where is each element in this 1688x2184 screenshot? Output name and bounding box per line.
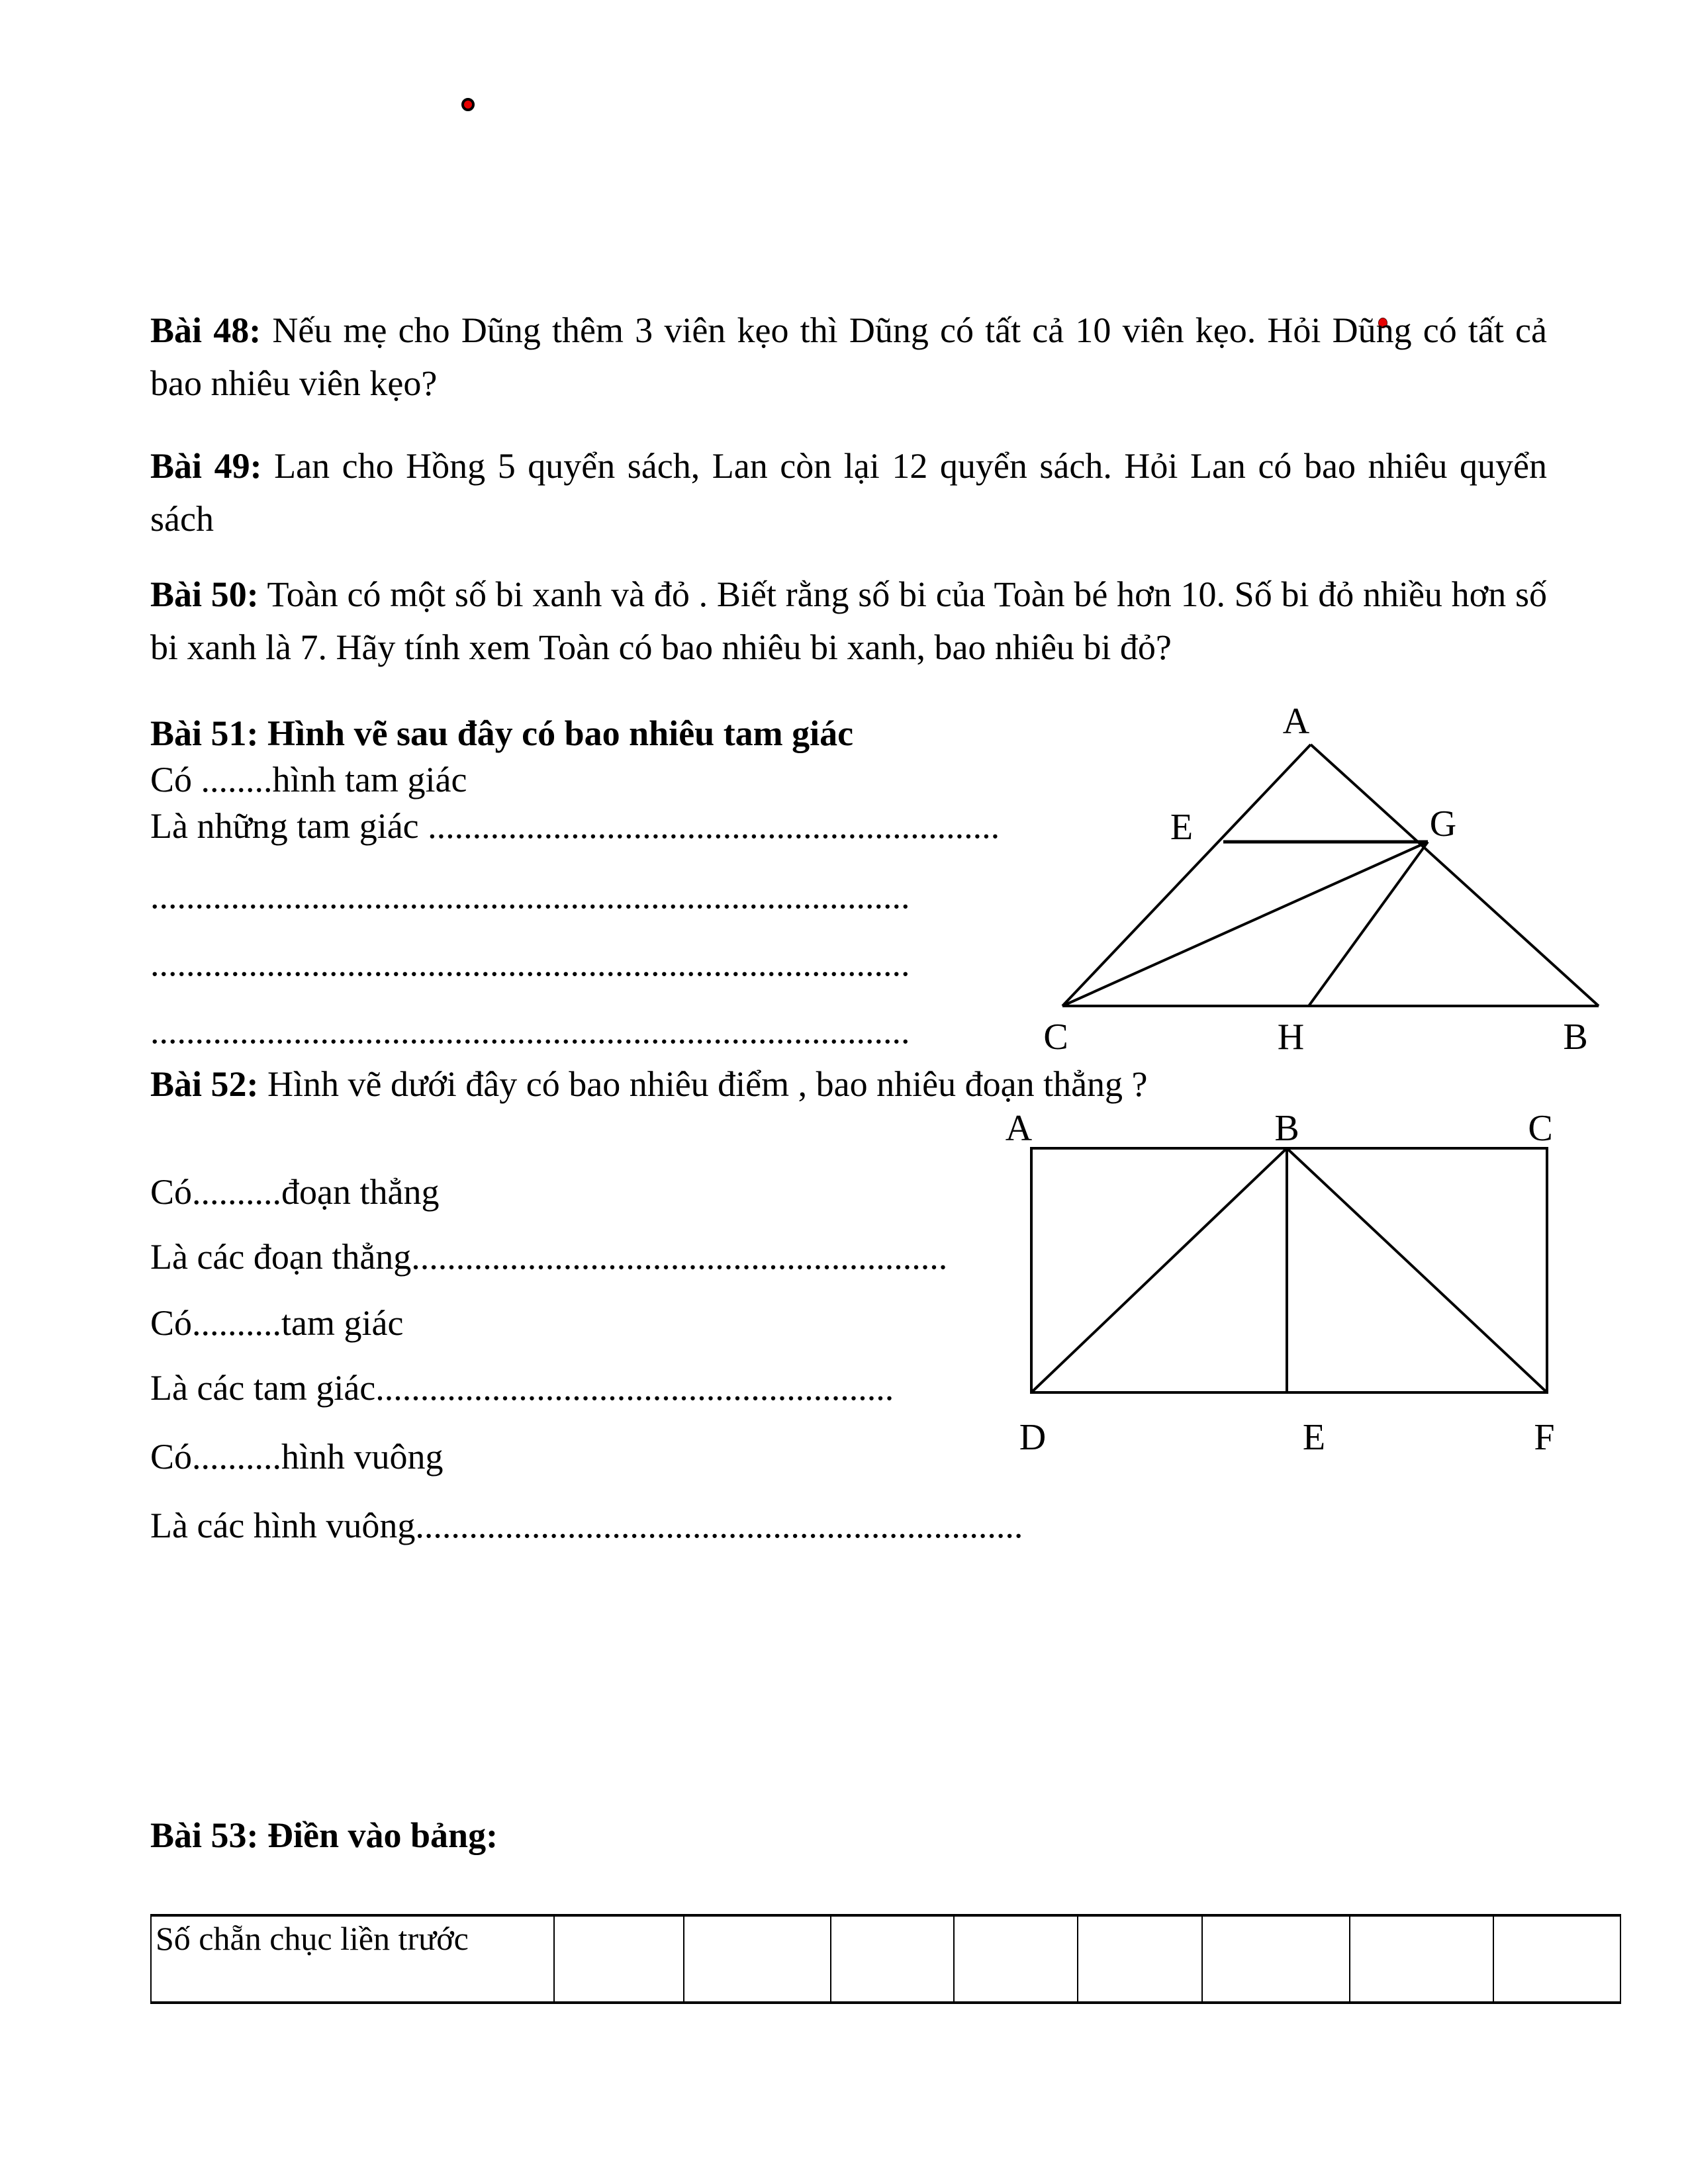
segment-gh bbox=[1309, 842, 1428, 1006]
vertex-label-c: C bbox=[1043, 1017, 1068, 1058]
segment-gc bbox=[1062, 842, 1428, 1006]
exercise-52-blank-triangles-count: Có..........tam giác bbox=[150, 1303, 404, 1343]
exercise-51-heading: Bài 51: Hình vẽ sau đây có bao nhiêu tam giác bbox=[150, 713, 854, 753]
exercise-50 bbox=[150, 568, 1547, 674]
rectangle-figure bbox=[993, 1112, 1622, 1463]
exercise-52-heading bbox=[150, 1060, 1148, 1108]
vertex-label-h: H bbox=[1277, 1017, 1305, 1058]
corner-label-c: C bbox=[1528, 1112, 1553, 1149]
table-empty-cell-1 bbox=[554, 1915, 684, 2003]
corner-label-a: A bbox=[1005, 1112, 1033, 1149]
exercise-52-blank-segments-count: Có..........đoạn thẳng bbox=[150, 1172, 440, 1212]
table-header-cell: Số chẵn chục liền trước bbox=[151, 1915, 554, 2003]
triangle-figure bbox=[1026, 688, 1635, 1059]
table-empty-cell-7 bbox=[1350, 1915, 1493, 2003]
exercise-52-heading-text: Hình vẽ dưới đây có bao nhiêu điểm , bao nhiêu đoạn thẳng ? bbox=[267, 1064, 1148, 1104]
vertex-label-a: A bbox=[1282, 701, 1310, 742]
exercise-48-text: Nếu mẹ cho Dũng thêm 3 viên kẹo thì Dũng có tất cả 10 viên kẹo. Hỏi Dũng có tất cả bao nhiêu viên kẹo? bbox=[150, 310, 1547, 403]
exercise-53-heading: Bài 53: Điền vào bảng: bbox=[150, 1815, 498, 1855]
exercise-48-label: Bài 48: bbox=[150, 310, 261, 350]
red-dot-marker-top bbox=[461, 98, 475, 111]
table-empty-cell-2 bbox=[684, 1915, 831, 2003]
table-empty-cell-5 bbox=[1078, 1915, 1202, 2003]
table-empty-cell-8 bbox=[1493, 1915, 1620, 2003]
exercise-52-blank-squares-count: Có..........hình vuông bbox=[150, 1437, 444, 1477]
table-empty-cell-6 bbox=[1202, 1915, 1350, 2003]
exercise-50-text: Toàn có một số bi xanh và đỏ . Biết rằng số bi của Toàn bé hơn 10. Số bi đỏ nhiều hơn số bi xanh là 7. Hãy tính xem Toàn có bao nhiêu bi xanh, bao nhiêu bi đỏ? bbox=[150, 574, 1547, 667]
fill-in-table bbox=[150, 1914, 1621, 2004]
diagonal-bf bbox=[1287, 1148, 1547, 1392]
diagonal-db bbox=[1031, 1148, 1287, 1392]
exercise-51-dotted-line-2: ..................................................................................... bbox=[150, 944, 910, 983]
exercise-51-count-blank: Có ........hình tam giác bbox=[150, 760, 467, 799]
table-empty-cell-3 bbox=[831, 1915, 954, 2003]
exercise-49-text: Lan cho Hồng 5 quyển sách, Lan còn lại 12 quyển sách. Hỏi Lan có bao nhiêu quyển sách bbox=[150, 446, 1547, 539]
corner-label-d: D bbox=[1019, 1417, 1047, 1458]
rectangle-outline bbox=[1031, 1148, 1547, 1392]
corner-label-e: E bbox=[1302, 1417, 1326, 1458]
corner-label-f: F bbox=[1534, 1417, 1555, 1458]
exercise-51-dotted-line-1: ..................................................................................... bbox=[150, 876, 910, 916]
exercise-51-list-blank: Là những tam giác ................................................................ bbox=[150, 806, 1000, 846]
exercise-52-blank-triangles-list: Là các tam giác.......................................................... bbox=[150, 1368, 894, 1408]
vertex-label-e: E bbox=[1170, 807, 1194, 848]
exercise-48 bbox=[150, 304, 1547, 410]
vertex-label-g: G bbox=[1429, 803, 1457, 844]
exercise-51-dotted-line-3: ..................................................................................... bbox=[150, 1011, 910, 1051]
exercise-52-label: Bài 52: bbox=[150, 1064, 259, 1104]
vertex-label-b: B bbox=[1563, 1017, 1588, 1058]
table-empty-cell-4 bbox=[954, 1915, 1078, 2003]
exercise-49 bbox=[150, 439, 1547, 545]
exercise-49-label: Bài 49: bbox=[150, 446, 262, 486]
exercise-50-label: Bài 50: bbox=[150, 574, 259, 614]
exercise-52-blank-squares-list: Là các hình vuông.................................................................... bbox=[150, 1506, 1023, 1545]
table-row bbox=[151, 1915, 1620, 2003]
exercise-52-blank-segments-list: Là các đoạn thẳng............................................................ bbox=[150, 1237, 948, 1277]
triangle-side-ac bbox=[1062, 745, 1311, 1006]
corner-label-b: B bbox=[1274, 1112, 1299, 1149]
